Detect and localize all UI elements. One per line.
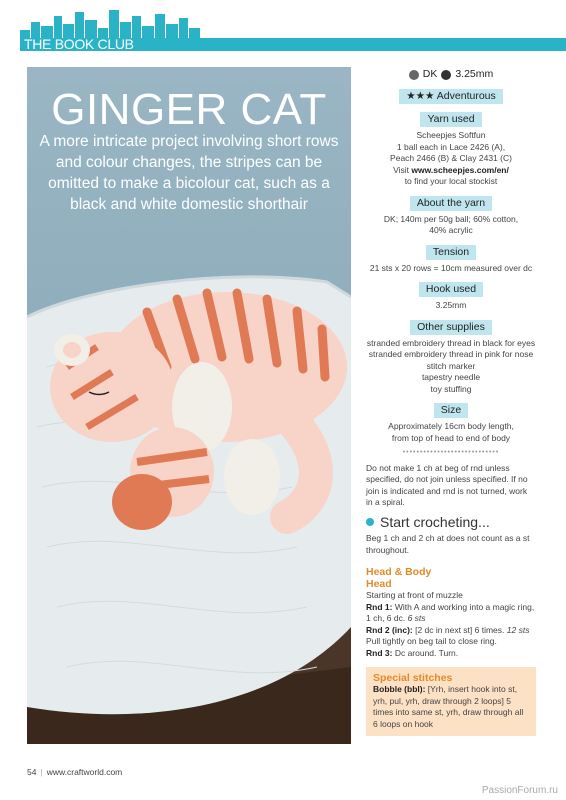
about-yarn-heading: About the yarn (410, 196, 492, 211)
info-column (366, 68, 536, 736)
yarn-visit: Visit www.scheepjes.com/en/ (393, 164, 509, 175)
pattern-note: Do not make 1 ch at beg of rnd unless specified, do not join unless specified. If no join is indicated and rnd is not turned, work in a spiral. (366, 462, 528, 507)
hook-icon (441, 70, 451, 80)
size-heading: Size (434, 403, 468, 418)
pattern-heading: Head & Body (366, 566, 432, 578)
divider: •••••••••••••••••••••••••••• (402, 449, 500, 456)
bullet-icon (366, 518, 374, 526)
start-heading: Start crocheting... (380, 513, 490, 530)
round-2: Rnd 2 (inc): [2 dc in next st] 6 times. 12 sts (366, 624, 530, 635)
round-3: Rnd 3: Dc around. Turn. (366, 647, 459, 658)
supply-item: toy stuffing (430, 383, 472, 394)
size-section (366, 403, 536, 444)
yarn-weight: DK (422, 68, 438, 81)
tension-section (366, 245, 536, 275)
pattern-block (366, 566, 536, 659)
yarn-link[interactable]: www.scheepjes.com/en/ (411, 164, 509, 175)
supply-item: tapestry needle (421, 372, 481, 382)
hero-photo (27, 67, 351, 744)
special-heading: Special stitches (373, 672, 453, 684)
supply-item: stranded embroidery thread in pink for nose (368, 349, 534, 359)
round-1: Rnd 1: With A and working into a magic ring, 1 ch, 6 dc. 6 sts (366, 601, 535, 623)
footer-separator: | (40, 767, 43, 777)
page-number: 54 (27, 767, 37, 777)
yarn-line: Peach 2466 (B) & Clay 2431 (C) (390, 153, 512, 163)
watermark: PassionForum.ru (481, 785, 558, 796)
about-yarn-line: 40% acrylic (429, 225, 473, 235)
about-yarn-line: DK; 140m per 50g ball; 60% cotton, (383, 213, 519, 224)
hook-line: 3.25mm (435, 300, 467, 310)
tension-heading: Tension (426, 245, 476, 260)
start-heading-row (366, 513, 536, 530)
spec-row (366, 68, 536, 82)
pattern-line: Starting at front of muzzle (366, 590, 463, 600)
article-intro: A more intricate project involving short rows and colour changes, the stripes can be omitted to make a bicolour cat, such as a black and white domestic shorthair (39, 133, 339, 213)
special-stitches-box (366, 667, 536, 736)
page-footer (27, 767, 122, 777)
yarn-used-section (366, 112, 536, 188)
page-header (20, 8, 566, 52)
pattern-line: Pull tightly on beg tail to close ring. (366, 636, 497, 646)
yarn-used-heading: Yarn used (420, 112, 481, 127)
start-note: Beg 1 ch and 2 ch at does not count as a st throughout. (366, 533, 530, 555)
size-line: Approximately 16cm body length, (388, 421, 514, 431)
supplies-section (366, 320, 536, 396)
yarn-brand: Scheepjes Softfun (416, 130, 486, 140)
section-label: THE BOOK CLUB (24, 36, 134, 52)
size-line: from top of head to end of body (391, 432, 511, 443)
hook-section (366, 282, 536, 312)
pattern-subheading: Head (366, 578, 392, 590)
article-title: GINGER CAT (51, 85, 327, 134)
hook-spec: 3.25mm (455, 68, 494, 81)
yarn-ball-icon (409, 70, 419, 80)
yarn-line: to find your local stockist (404, 176, 498, 186)
supply-item: stitch marker (426, 360, 476, 371)
site-url[interactable]: www.craftworld.com (46, 767, 123, 777)
about-yarn-section (366, 196, 536, 237)
special-text: Bobble (bbl): [Yrh, insert hook into st, yrh, pul, yrh, draw through 2 loops] 5 times into same st, yrh, draw through all 6 loops on hook (373, 684, 524, 729)
difficulty-badge: ★★★ Adventurous (399, 89, 503, 104)
tension-line: 21 sts x 20 rows = 10cm measured over dc (369, 262, 533, 273)
hook-heading: Hook used (419, 282, 483, 297)
yarn-line: 1 ball each in Lace 2426 (A), (396, 141, 506, 152)
supplies-heading: Other supplies (410, 320, 492, 335)
supply-item: stranded embroidery thread in black for eyes (366, 337, 536, 348)
